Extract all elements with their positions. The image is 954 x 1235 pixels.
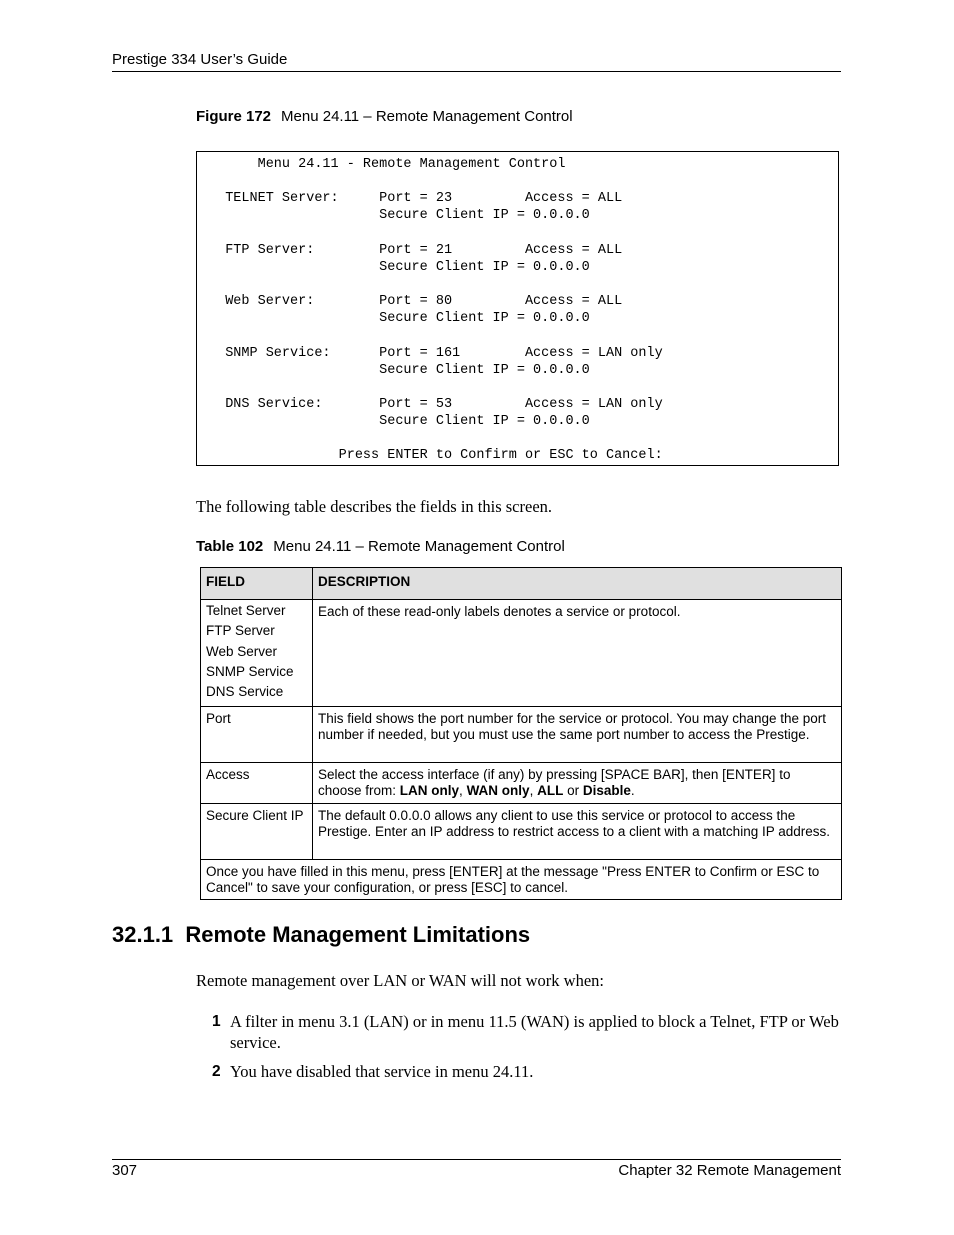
table-title: Menu 24.11 – Remote Management Control	[273, 538, 565, 555]
screen-line: Secure Client IP = 0.0.0.0	[209, 311, 590, 326]
field-cell: Access	[201, 763, 313, 804]
screen-line: Menu 24.11 - Remote Management Control	[209, 157, 566, 172]
table-label: Table 102	[196, 538, 264, 555]
field-cell: Port	[201, 707, 313, 763]
description-cell: The default 0.0.0.0 allows any client to use this service or protocol to access the Prestige. Enter an IP address to restrict access to a client with a matching IP address.	[313, 804, 842, 860]
screen-line: Press ENTER to Confirm or ESC to Cancel:	[209, 448, 663, 463]
screen-line: Secure Client IP = 0.0.0.0	[209, 208, 590, 223]
running-header-title: Prestige 334 User’s Guide	[112, 51, 288, 68]
figure-label: Figure 172	[196, 108, 272, 125]
footer-note-cell: Once you have filled in this menu, press [ENTER] at the message "Press ENTER to Confirm or ESC to Cancel" to save your configuration, or press [ESC] to cancel.	[201, 860, 842, 900]
table-caption	[196, 538, 565, 555]
field-cell: Secure Client IP	[201, 804, 313, 860]
section-intro: Remote management over LAN or WAN will not work when:	[196, 971, 604, 990]
description-cell: This field shows the port number for the service or protocol. You may change the port number if needed, but you must use the same port number to access the Prestige.	[313, 707, 842, 763]
screen-line: SNMP Service: Port = 161 Access = LAN only	[209, 346, 663, 361]
field-description-table	[200, 567, 842, 900]
field-name: SNMP Service	[206, 663, 294, 679]
section-number: 32.1.1	[112, 922, 174, 947]
access-option: LAN only	[399, 782, 460, 798]
field-name: FTP Server	[206, 623, 275, 639]
separator: ,	[459, 782, 467, 798]
table-row	[201, 707, 842, 763]
chapter-title: Chapter 32 Remote Management	[618, 1162, 841, 1179]
table-row	[201, 600, 842, 707]
step-text: A filter in menu 3.1 (LAN) or in menu 11.5 (WAN) is applied to block a Telnet, FTP or Web service.	[230, 1012, 839, 1052]
intro-paragraph: The following table describes the fields in this screen.	[196, 497, 553, 516]
screen-line: Secure Client IP = 0.0.0.0	[209, 260, 590, 275]
access-option: WAN only	[466, 782, 530, 798]
table-row	[201, 763, 842, 804]
description-cell	[313, 763, 842, 804]
screen-line: FTP Server: Port = 21 Access = ALL	[209, 243, 623, 258]
step-number: 2	[212, 1063, 221, 1080]
screen-line: Secure Client IP = 0.0.0.0	[209, 363, 590, 378]
section-title: Remote Management Limitations	[185, 922, 531, 947]
column-header-description: DESCRIPTION	[313, 568, 842, 600]
field-cell	[201, 600, 313, 707]
description-cell: Each of these read-only labels denotes a service or protocol.	[313, 600, 842, 707]
separator: .	[630, 782, 635, 798]
screen-line: Web Server: Port = 80 Access = ALL	[209, 294, 623, 309]
access-option: ALL	[537, 782, 564, 798]
step-text: You have disabled that service in menu 24.11.	[230, 1062, 534, 1081]
column-header-field: FIELD	[201, 568, 313, 600]
screen-line: TELNET Server: Port = 23 Access = ALL	[209, 191, 623, 206]
separator: or	[563, 782, 583, 798]
screen-line: DNS Service: Port = 53 Access = LAN only	[209, 397, 663, 412]
table-header-row	[201, 568, 842, 600]
access-option: Disable	[582, 782, 631, 798]
figure-caption	[196, 108, 573, 125]
header-divider	[112, 71, 841, 72]
figure-title: Menu 24.11 – Remote Management Control	[281, 108, 573, 125]
terminal-screen	[196, 151, 839, 466]
field-name: Telnet Server	[206, 603, 286, 618]
description-text: Select the access interface (if any) by pressing [SPACE BAR], then [ENTER] to choose from:	[318, 767, 791, 798]
section-heading	[112, 922, 530, 948]
page-number: 307	[112, 1162, 138, 1179]
footer-divider	[112, 1159, 841, 1160]
screen-line: Secure Client IP = 0.0.0.0	[209, 414, 590, 429]
table-row	[201, 804, 842, 860]
field-name: DNS Service	[206, 684, 284, 700]
separator: ,	[529, 782, 538, 798]
table-footer-row	[201, 860, 842, 900]
field-name: Web Server	[206, 643, 278, 659]
step-number: 1	[212, 1013, 221, 1030]
